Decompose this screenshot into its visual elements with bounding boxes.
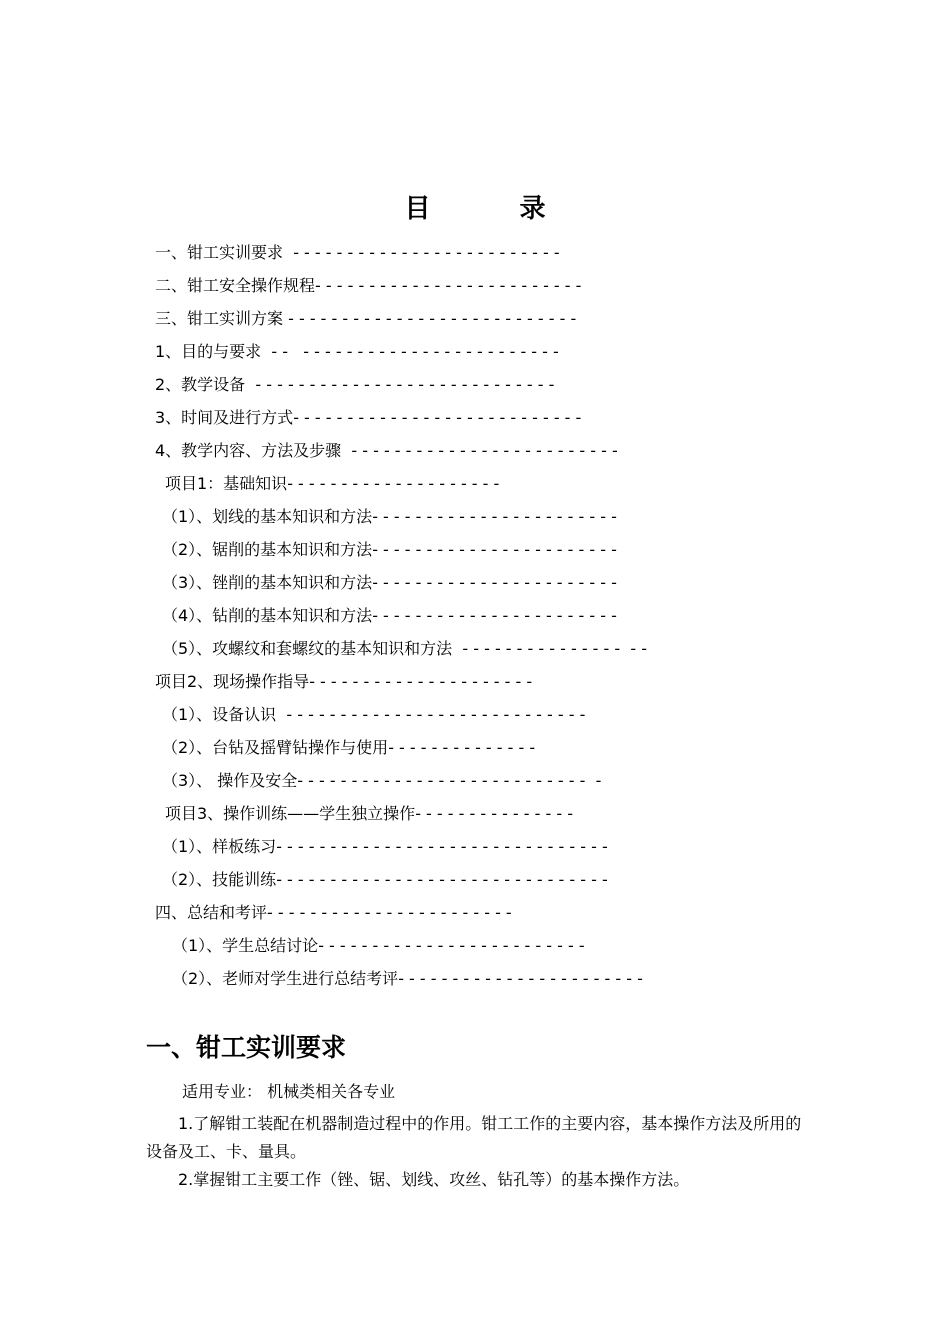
toc-item (155, 342, 790, 362)
toc-leader-dashes: - - - - - - - - - - - - - - - - - - - - - - - - - (315, 276, 582, 295)
toc-item-label: （4）、钻削的基本知识和方法 (162, 606, 373, 625)
toc-item-label: （2）、台钻及摇臂钻操作与使用 (162, 738, 389, 757)
toc-item (162, 507, 790, 527)
toc-leader-dashes: - - - - - - - - - - - - - - - - - - - - (287, 474, 500, 493)
toc-item (162, 573, 790, 593)
toc-item-label: 1、目的与要求 (155, 342, 262, 361)
toc-item-label: 二、钳工安全操作规程 (155, 276, 316, 295)
toc-leader-dashes: - - - - - - - - - - - - - - - - - - - - - - - - - (318, 936, 585, 955)
toc-leader-dashes: - - - - - - - - - - - - - - - - - - - - - - - - - - - - (276, 705, 586, 724)
toc-leader-dashes: - - - - - - - - - - - - - - - - - - - - - - - - - - - - - - - (276, 837, 608, 856)
toc-leader-dashes: - - - - - - - - - - - - - - - (415, 804, 573, 823)
toc-item (162, 771, 808, 791)
toc-item-label: 项目2、现场操作指导 (155, 672, 310, 691)
requirement-1: 1.了解钳工装配在机器制造过程中的作用。钳工工作的主要内容，基本操作方法及所用的设备及工、卡、量具。 (146, 1114, 802, 1161)
toc-item (165, 474, 670, 494)
toc-leader-dashes: - - - - - - - - - - - - - - - - - - - - - (309, 672, 533, 691)
toc-item (155, 408, 790, 428)
toc-item-label: （1）、设备认识 (162, 705, 277, 724)
toc-item (162, 639, 790, 659)
toc-item-label: （5）、攻螺纹和套螺纹的基本知识和方法 (162, 639, 453, 658)
toc-leader-dashes: - - - - - - - - - - - - - - - - - - - - - - - - - - - - (297, 771, 602, 790)
toc-item (155, 243, 785, 263)
toc-leader-dashes: - - - - - - - - - - - - - - - - - - - - - - - (372, 573, 617, 592)
toc-item-label: 三、钳工实训方案 (155, 309, 284, 328)
toc-item (155, 375, 790, 395)
toc-item (155, 309, 790, 329)
toc-item (162, 837, 808, 857)
toc-item (162, 606, 790, 626)
toc-leader-dashes: - - - - - - - - - - - - - - - - - - - - - - - - - (283, 243, 560, 262)
toc-item (172, 936, 760, 956)
toc-item-label: 四、总结和考评 (155, 903, 268, 922)
toc-item-label: 3、时间及进行方式 (155, 408, 294, 427)
toc-item-label: 一、钳工实训要求 (155, 243, 284, 262)
toc-title: 目 录 (404, 194, 586, 224)
toc-leader-dashes: - - - - - - - - - - - - - - - - - - - - - - - (398, 969, 643, 988)
toc-item-label: （1）、学生总结讨论 (172, 936, 319, 955)
toc-leader-dashes: - - - - - - - - - - - - - - - - - - - - - - - - - - - (293, 408, 582, 427)
toc-leader-dashes: - - - - - - - - - - - - - - - - - - - - - - - - - - (261, 342, 559, 361)
applicable-majors: 适用专业： 机械类相关各专业 (182, 1082, 396, 1101)
toc-item (162, 540, 790, 560)
toc-item (172, 969, 800, 989)
toc-leader-dashes: - - - - - - - - - - - - - - - - - - - - - - - - - - - (283, 309, 577, 328)
toc-item (155, 276, 785, 296)
toc-item-label: （1）、样板练习 (162, 837, 277, 856)
toc-leader-dashes: - - - - - - - - - - - - - - - - - - - - - - - - - (341, 441, 618, 460)
toc-item (165, 804, 710, 824)
toc-item-label: 项目1：基础知识 (165, 474, 288, 493)
toc-item-label: （2）、锯削的基本知识和方法 (162, 540, 373, 559)
toc-leader-dashes: - - - - - - - - - - - - - - - - - - - - - - - (372, 606, 617, 625)
toc-leader-dashes: - - - - - - - - - - - - - - - - - (452, 639, 647, 658)
section-heading: 一、钳工实训要求 (146, 1033, 347, 1062)
toc-leader-dashes: - - - - - - - - - - - - - - - - - - - - - - - - - - - - (245, 375, 555, 394)
toc-item-label: 4、教学内容、方法及步骤 (155, 441, 342, 460)
toc-item (155, 672, 680, 692)
toc-item-label: （3）、 操作及安全 (162, 771, 298, 790)
toc-item (155, 441, 800, 461)
toc-item-label: （3）、锉削的基本知识和方法 (162, 573, 373, 592)
toc-item-label: 2、教学设备 (155, 375, 246, 394)
toc-item-label: （1）、划线的基本知识和方法 (162, 507, 373, 526)
toc-item-label: （2）、技能训练 (162, 870, 277, 889)
toc-item (162, 705, 790, 725)
toc-leader-dashes: - - - - - - - - - - - - - - - - - - - - - - - - - - - - - - - (276, 870, 608, 889)
toc-item (162, 738, 660, 758)
toc-leader-dashes: - - - - - - - - - - - - - - - - - - - - - - - (267, 903, 512, 922)
toc-item-label: （2）、老师对学生进行总结考评 (172, 969, 399, 988)
toc-leader-dashes: - - - - - - - - - - - - - - - - - - - - - - - (372, 540, 617, 559)
toc-leader-dashes: - - - - - - - - - - - - - - (388, 738, 536, 757)
toc-item (162, 870, 808, 890)
toc-item (155, 903, 665, 923)
toc-item-label: 项目3、操作训练——学生独立操作 (165, 804, 416, 823)
toc-leader-dashes: - - - - - - - - - - - - - - - - - - - - - - - (372, 507, 617, 526)
requirement-2: 2.掌握钳工主要工作（锉、锯、划线、攻丝、钻孔等）的基本操作方法。 (178, 1170, 690, 1189)
